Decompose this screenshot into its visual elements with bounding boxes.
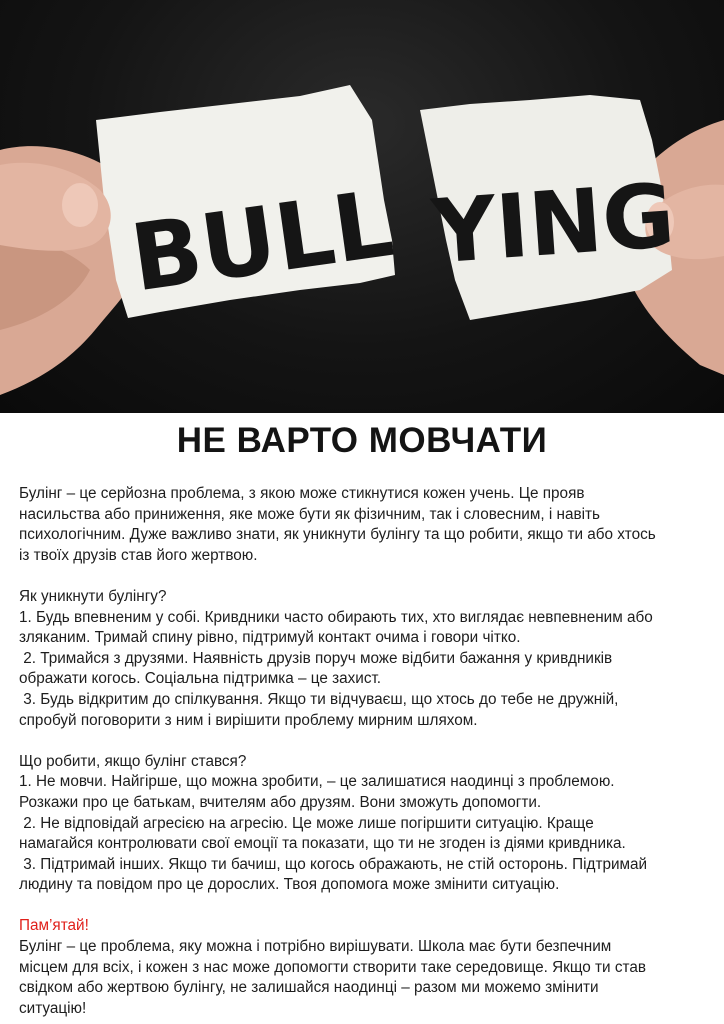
section-line: спробуй поговорити з ним і вирішити проблему мирним шляхом. xyxy=(19,711,478,729)
remember-heading: Пам’ятай! xyxy=(19,917,89,935)
remember-section xyxy=(19,916,709,1019)
remember-line: свідком або жертвою булінгу, не залишайся наодинці – разом ми можемо змінити xyxy=(19,979,599,997)
section-line: людину та повідом про це дорослих. Твоя допомога може змінити ситуацію. xyxy=(19,876,560,894)
page-title: НЕ ВАРТО МОВЧАТИ xyxy=(176,421,548,460)
section-line: зляканим. Тримай спину рівно, підтримуй контакт очима і говори чітко. xyxy=(19,629,521,647)
section-heading: Як уникнути булінгу? xyxy=(19,587,167,605)
section-line: 3. Підтримай інших. Якщо ти бачиш, що когось ображають, не стій осторонь. Підтримай xyxy=(19,855,648,873)
intro-line: із твоїх друзів став його жертвою. xyxy=(19,546,258,564)
intro-line: Булінг – це серйозна проблема, з якою може стикнутися кожен учень. Це прояв xyxy=(19,485,585,502)
intro-line: психологічним. Дуже важливо знати, як уникнути булінгу та що робити, якщо ти або хтось xyxy=(19,526,656,544)
remember-line: ситуацію! xyxy=(19,999,87,1017)
section-line: 2. Не відповідай агресією на агресію. Це може лише погіршити ситуацію. Краще xyxy=(19,814,594,832)
section-line: намагайся контролювати свої емоції та показати, що ти не згоден із діями кривдника. xyxy=(19,835,626,853)
section-line: 1. Будь впевненим у собі. Кривдники часто обирають тих, хто виглядає невпевненим або xyxy=(19,608,653,626)
torn-paper-illustration xyxy=(0,0,724,413)
remember-line: місцем для всіх, і кожен з нас може допомогти створити таке середовище. Якщо ти став xyxy=(19,958,646,976)
what-to-do-section xyxy=(19,752,709,896)
bull-text: BULL xyxy=(124,169,400,313)
ying-text: YING xyxy=(428,163,678,284)
section-line: 1. Не мовчи. Найгірше, що можна зробити, – це залишатися наодинці з проблемою. xyxy=(19,773,615,791)
article-body xyxy=(19,484,709,1019)
section-line: Розкажи про це батькам, вчителям або друзям. Вони зможуть допомогти. xyxy=(19,793,542,811)
remember-line: Булінг – це проблема, яку можна і потрібно вирішувати. Школа має бути безпечним xyxy=(19,938,612,956)
section-line: 2. Тримайся з друзями. Наявність друзів поруч може відбити бажання у кривдників xyxy=(19,649,613,667)
bullying-photo xyxy=(0,0,724,413)
avoid-bullying-section xyxy=(19,587,709,731)
section-line: ображати когось. Соціальна підтримка – це захист. xyxy=(19,670,382,688)
intro-paragraph xyxy=(19,484,709,566)
section-heading: Що робити, якщо булінг стався? xyxy=(19,752,247,770)
intro-line: насильства або приниження, яке може бути як фізичним, так і словесним, і навіть xyxy=(19,505,600,523)
section-line: 3. Будь відкритим до спілкування. Якщо ти відчуваєш, що хтось до тебе не дружній, xyxy=(19,690,619,708)
